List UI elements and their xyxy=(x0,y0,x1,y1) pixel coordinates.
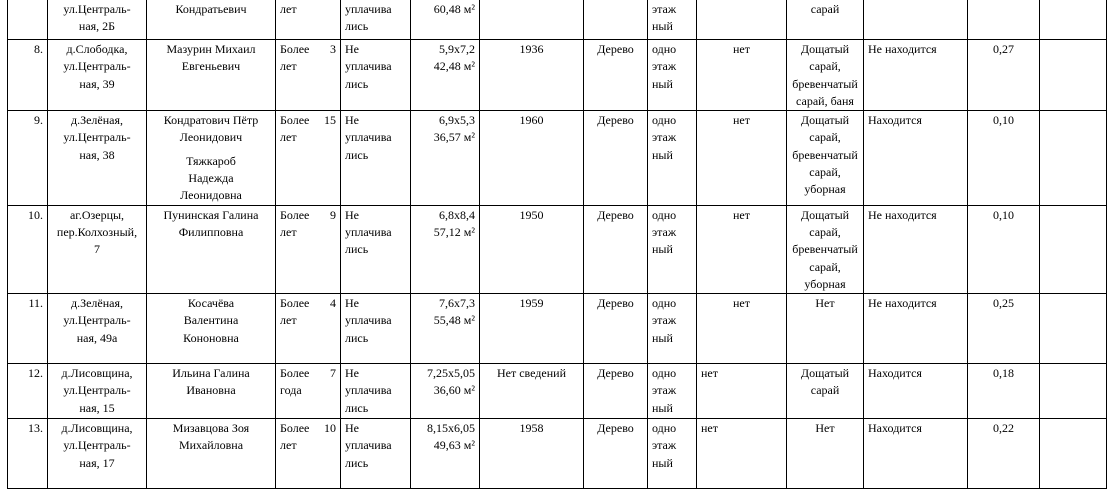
owner-cell xyxy=(147,364,276,419)
cell-line: Ильина Галина xyxy=(172,366,250,381)
cell-line: лись xyxy=(345,455,369,470)
year-text: 1959 xyxy=(519,296,544,311)
empty-cell xyxy=(1040,40,1107,111)
cell-line: Тяжкароб xyxy=(186,153,236,168)
cell-line: ул.Централь- xyxy=(63,2,131,16)
cell-line: лет xyxy=(280,59,297,74)
cell-line: Дощатый xyxy=(800,207,850,222)
owner-cell xyxy=(147,111,276,205)
cell-line: Валентина xyxy=(183,313,239,328)
cell-line: 7,6x7,3 xyxy=(439,296,475,311)
floors-cell xyxy=(648,0,697,40)
address-cell xyxy=(48,40,147,111)
extra-rooms-text: нет xyxy=(733,42,750,56)
address-cell xyxy=(48,205,147,293)
cell-line: бревенчатый xyxy=(792,242,858,257)
extra-rooms-cell xyxy=(697,40,787,111)
payment-cell xyxy=(341,419,411,489)
area-cell xyxy=(968,0,1040,40)
cell-line: Леонидовна xyxy=(180,188,242,203)
cell-line: 36,60 м² xyxy=(433,383,475,398)
cell-line: д.Лисовщина, xyxy=(61,366,133,381)
area-text: 0,18 xyxy=(993,366,1014,381)
cell-line: Нет xyxy=(815,421,835,436)
cell-line: 36,57 м² xyxy=(433,130,475,145)
extra-rooms-text: нет xyxy=(701,421,718,436)
payment-cell xyxy=(341,364,411,419)
cell-line: Надежда xyxy=(188,171,234,186)
cell-line: Ивановна xyxy=(186,383,236,398)
table-row xyxy=(8,205,1107,293)
cell-line: ул.Централь- xyxy=(63,313,131,328)
area-cell xyxy=(968,205,1040,293)
cell-line: лет xyxy=(280,313,297,328)
cell-line: д.Лисовщина, xyxy=(61,421,133,436)
cell-line: бревенчатый xyxy=(792,76,858,91)
cell-line: уплачива xyxy=(345,59,392,74)
empty-cell xyxy=(1040,111,1107,205)
cell-line: уплачива xyxy=(345,130,392,145)
row-number-text: 8. xyxy=(34,42,43,56)
empty-cell xyxy=(1040,205,1107,293)
cell-line: бревенчатый xyxy=(792,147,858,162)
cell-line: этаж xyxy=(652,438,677,453)
size-cell xyxy=(411,40,480,111)
row-number xyxy=(8,294,48,364)
cell-line: ная, 39 xyxy=(79,76,115,91)
extra-rooms-text: нет xyxy=(733,207,750,222)
material-cell xyxy=(584,0,648,40)
cell-line: аг.Озерцы, xyxy=(69,207,125,222)
year-text: 1936 xyxy=(519,42,544,56)
cell-line: сарай, xyxy=(809,259,841,274)
table-row xyxy=(8,0,1107,40)
extra-rooms-text: нет xyxy=(733,113,750,128)
cell-line: ный xyxy=(652,76,673,91)
row-number xyxy=(8,419,48,489)
year-cell xyxy=(480,40,584,111)
cell-line: 8,15x6,05 xyxy=(427,421,475,436)
owner-cell xyxy=(147,40,276,111)
cell-line: Кондратьевич xyxy=(175,2,247,16)
year-cell xyxy=(480,294,584,364)
address-cell xyxy=(48,419,147,489)
extra-rooms-cell xyxy=(697,205,787,293)
cell-line: лись xyxy=(345,242,369,257)
cell-line: этаж xyxy=(652,224,677,239)
material-cell xyxy=(584,205,648,293)
cell-line: 55,48 м² xyxy=(433,313,475,328)
location-text: Находится xyxy=(868,421,922,436)
area-text: 0,27 xyxy=(993,42,1014,56)
floors-cell xyxy=(648,364,697,419)
cell-line: ная, 49а xyxy=(76,330,118,345)
payment-cell xyxy=(341,294,411,364)
location-cell xyxy=(864,205,968,293)
cell-line: Пунинская Галина xyxy=(163,207,259,222)
material-cell xyxy=(584,419,648,489)
floors-cell xyxy=(648,294,697,364)
year-text: 1958 xyxy=(519,421,544,436)
cell-line: 6,8x8,4 xyxy=(439,207,475,222)
cell-line: ул.Централь- xyxy=(63,383,131,398)
cell-line: ул.Централь- xyxy=(63,438,131,453)
address-cell xyxy=(48,364,147,419)
cell-line: ный xyxy=(652,455,673,470)
material-cell xyxy=(584,40,648,111)
material-cell xyxy=(584,111,648,205)
cell-line: Кондратович Пётр xyxy=(163,113,259,128)
cell-line: Дощатый xyxy=(800,113,850,128)
area-text: 0,10 xyxy=(993,113,1014,128)
row-number xyxy=(8,40,48,111)
outbuildings-cell xyxy=(787,419,864,489)
term-cell xyxy=(276,419,341,489)
table-row xyxy=(8,294,1107,364)
extra-rooms-cell xyxy=(697,111,787,205)
year-cell xyxy=(480,364,584,419)
cell-line: 49,63 м² xyxy=(433,438,475,453)
area-text: 0,25 xyxy=(993,296,1014,311)
location-text: Не находится xyxy=(868,296,937,311)
cell-line: лет xyxy=(280,224,297,239)
location-text: Находится xyxy=(868,113,922,128)
cell-line: сарай xyxy=(810,2,840,16)
cell-line: 5,9x7,2 xyxy=(439,42,475,56)
cell-line: Более 7 xyxy=(280,366,336,381)
material-text: Дерево xyxy=(597,113,634,128)
cell-line: Мизавцова Зоя xyxy=(172,421,250,436)
outbuildings-cell xyxy=(787,205,864,293)
table-row xyxy=(8,40,1107,111)
cell-line: сарай, xyxy=(809,130,841,145)
row-number xyxy=(8,364,48,419)
cell-line: года xyxy=(280,383,302,398)
cell-line: лись xyxy=(345,330,369,345)
empty-cell xyxy=(1040,294,1107,364)
cell-line: уборная xyxy=(804,276,846,291)
cell-line: Кононовна xyxy=(183,330,239,345)
material-cell xyxy=(584,294,648,364)
cell-line: 57,12 м² xyxy=(433,224,475,239)
cell-line: одно xyxy=(652,296,677,311)
cell-line: Не xyxy=(345,113,359,128)
area-cell xyxy=(968,40,1040,111)
cell-line: лет xyxy=(280,2,297,16)
extra-rooms-text: нет xyxy=(733,296,750,311)
cell-line: ул.Централь- xyxy=(63,130,131,145)
table-row xyxy=(8,364,1107,419)
cell-line: Косачёва xyxy=(187,296,235,311)
outbuildings-cell xyxy=(787,294,864,364)
year-cell xyxy=(480,205,584,293)
floors-cell xyxy=(648,419,697,489)
area-text: 0,22 xyxy=(993,421,1014,436)
cell-line: Филипповна xyxy=(178,224,244,239)
cell-line: ный xyxy=(652,400,673,415)
year-text: Нет сведений xyxy=(496,366,567,381)
material-text: Дерево xyxy=(597,366,634,381)
row-number xyxy=(8,205,48,293)
size-cell xyxy=(411,419,480,489)
term-cell xyxy=(276,111,341,205)
empty-cell xyxy=(1040,0,1107,40)
cell-line: ная, 17 xyxy=(79,455,115,470)
location-text: Не находится xyxy=(868,207,937,222)
material-text: Дерево xyxy=(597,296,634,311)
row-number-text: 11. xyxy=(28,296,43,311)
cell-line: сарай, xyxy=(809,224,841,239)
cell-line: этаж xyxy=(652,313,677,328)
cell-line: уборная xyxy=(804,182,846,197)
area-cell xyxy=(968,111,1040,205)
cell-line: одно xyxy=(652,113,677,128)
cell-line: Дощатый xyxy=(800,42,850,56)
cell-line: ный xyxy=(652,19,673,34)
cell-line: ная, 15 xyxy=(79,400,115,415)
extra-rooms-cell xyxy=(697,419,787,489)
cell-line: 7,25x5,05 xyxy=(427,366,475,381)
size-cell xyxy=(411,205,480,293)
cell-line: ная, 38 xyxy=(79,147,115,162)
area-cell xyxy=(968,419,1040,489)
cell-line: Дощатый xyxy=(800,366,850,381)
cell-line: Более 4 xyxy=(280,296,336,311)
term-cell xyxy=(276,364,341,419)
payment-cell xyxy=(341,40,411,111)
year-text: 1950 xyxy=(519,207,544,222)
location-cell xyxy=(864,419,968,489)
cell-line: 42,48 м² xyxy=(433,59,475,74)
cell-line: ная, 2Б xyxy=(78,19,116,34)
cell-line: Не xyxy=(345,296,359,311)
owner-cell xyxy=(147,205,276,293)
cell-line: сарай xyxy=(810,383,840,398)
area-cell xyxy=(968,364,1040,419)
size-cell xyxy=(411,364,480,419)
row-number-text: 10. xyxy=(28,207,43,222)
location-text: Находится xyxy=(868,366,922,381)
cell-line: этаж xyxy=(652,383,677,398)
floors-cell xyxy=(648,111,697,205)
cell-line: д.Слободка, xyxy=(66,42,128,56)
extra-rooms-text: нет xyxy=(701,366,718,381)
payment-cell xyxy=(341,0,411,40)
cell-line: Михайловна xyxy=(178,438,244,453)
cell-line: лись xyxy=(345,76,369,91)
cell-line: 6,9x5,3 xyxy=(439,113,475,128)
cell-line: сарай, xyxy=(809,165,841,180)
outbuildings-cell xyxy=(787,40,864,111)
cell-line: пер.Колхозный, xyxy=(56,224,138,239)
payment-cell xyxy=(341,111,411,205)
cell-line: Более 3 xyxy=(280,42,336,56)
cell-line: ул.Централь- xyxy=(63,59,131,74)
row-number-text: 13. xyxy=(28,421,43,436)
cell-line: уплачива xyxy=(345,383,392,398)
cell-line: одно xyxy=(652,42,677,56)
cell-line: Не xyxy=(345,207,359,222)
cell-line: Нет xyxy=(815,296,835,311)
floors-cell xyxy=(648,40,697,111)
owner-cell xyxy=(147,0,276,40)
area-cell xyxy=(968,294,1040,364)
year-text: 1960 xyxy=(519,113,544,128)
cell-line: уплачива xyxy=(345,438,392,453)
cell-line: Не xyxy=(345,366,359,381)
location-cell xyxy=(864,40,968,111)
owner-cell xyxy=(147,294,276,364)
size-cell xyxy=(411,111,480,205)
table-row xyxy=(8,111,1107,205)
cell-line: Евгеньевич xyxy=(181,59,241,74)
cell-line: Более 10 xyxy=(280,421,336,436)
year-cell xyxy=(480,111,584,205)
property-register-table xyxy=(7,0,1107,489)
cell-line: этаж xyxy=(652,2,677,16)
cell-line: уплачива xyxy=(345,2,392,16)
cell-line: уплачива xyxy=(345,313,392,328)
term-cell xyxy=(276,205,341,293)
address-cell xyxy=(48,0,147,40)
cell-line: лет xyxy=(280,438,297,453)
outbuildings-cell xyxy=(787,364,864,419)
cell-line: лись xyxy=(345,147,369,162)
location-cell xyxy=(864,364,968,419)
year-cell xyxy=(480,0,584,40)
row-number xyxy=(8,111,48,205)
cell-line: Более 9 xyxy=(280,207,336,222)
empty-cell xyxy=(1040,364,1107,419)
payment-cell xyxy=(341,205,411,293)
outbuildings-cell xyxy=(787,0,864,40)
cell-line: д.Зелёная, xyxy=(70,113,124,128)
cell-line: Мазурин Михаил xyxy=(166,42,256,56)
cell-line: ный xyxy=(652,242,673,257)
cell-line: сарай, баня xyxy=(796,93,854,108)
term-cell xyxy=(276,0,341,40)
table-row xyxy=(8,419,1107,489)
cell-line: Не xyxy=(345,421,359,436)
cell-line: 7 xyxy=(94,242,100,257)
cell-line: этаж xyxy=(652,130,677,145)
row-number xyxy=(8,0,48,40)
address-cell xyxy=(48,111,147,205)
location-cell xyxy=(864,111,968,205)
cell-line: одно xyxy=(652,421,677,436)
empty-cell xyxy=(1040,419,1107,489)
location-text: Не находится xyxy=(868,42,937,56)
cell-line: лись xyxy=(345,400,369,415)
cell-line: этаж xyxy=(652,59,677,74)
cell-line: лись xyxy=(345,19,369,34)
owner-cell xyxy=(147,419,276,489)
address-cell xyxy=(48,294,147,364)
cell-line: 60,48 м² xyxy=(433,2,475,16)
cell-line: д.Зелёная, xyxy=(70,296,124,311)
area-text: 0,10 xyxy=(993,207,1014,222)
cell-line: Более 15 xyxy=(280,113,336,128)
row-number-text: 9. xyxy=(34,113,43,128)
location-cell xyxy=(864,0,968,40)
extra-rooms-cell xyxy=(697,294,787,364)
term-cell xyxy=(276,40,341,111)
extra-rooms-cell xyxy=(697,0,787,40)
cell-line: Не xyxy=(345,42,359,56)
cell-line: Леонидович xyxy=(179,130,243,145)
cell-line: лет xyxy=(280,130,297,145)
cell-line: одно xyxy=(652,207,677,222)
cell-line: одно xyxy=(652,366,677,381)
cell-line: ный xyxy=(652,330,673,345)
size-cell xyxy=(411,0,480,40)
cell-line: ный xyxy=(652,147,673,162)
material-cell xyxy=(584,364,648,419)
floors-cell xyxy=(648,205,697,293)
cell-line: сарай, xyxy=(809,59,841,74)
material-text: Дерево xyxy=(597,207,634,222)
location-cell xyxy=(864,294,968,364)
extra-rooms-cell xyxy=(697,364,787,419)
row-number-text: 12. xyxy=(28,366,43,381)
year-cell xyxy=(480,419,584,489)
material-text: Дерево xyxy=(597,421,634,436)
outbuildings-cell xyxy=(787,111,864,205)
term-cell xyxy=(276,294,341,364)
cell-line: уплачива xyxy=(345,224,392,239)
size-cell xyxy=(411,294,480,364)
material-text: Дерево xyxy=(597,42,634,56)
